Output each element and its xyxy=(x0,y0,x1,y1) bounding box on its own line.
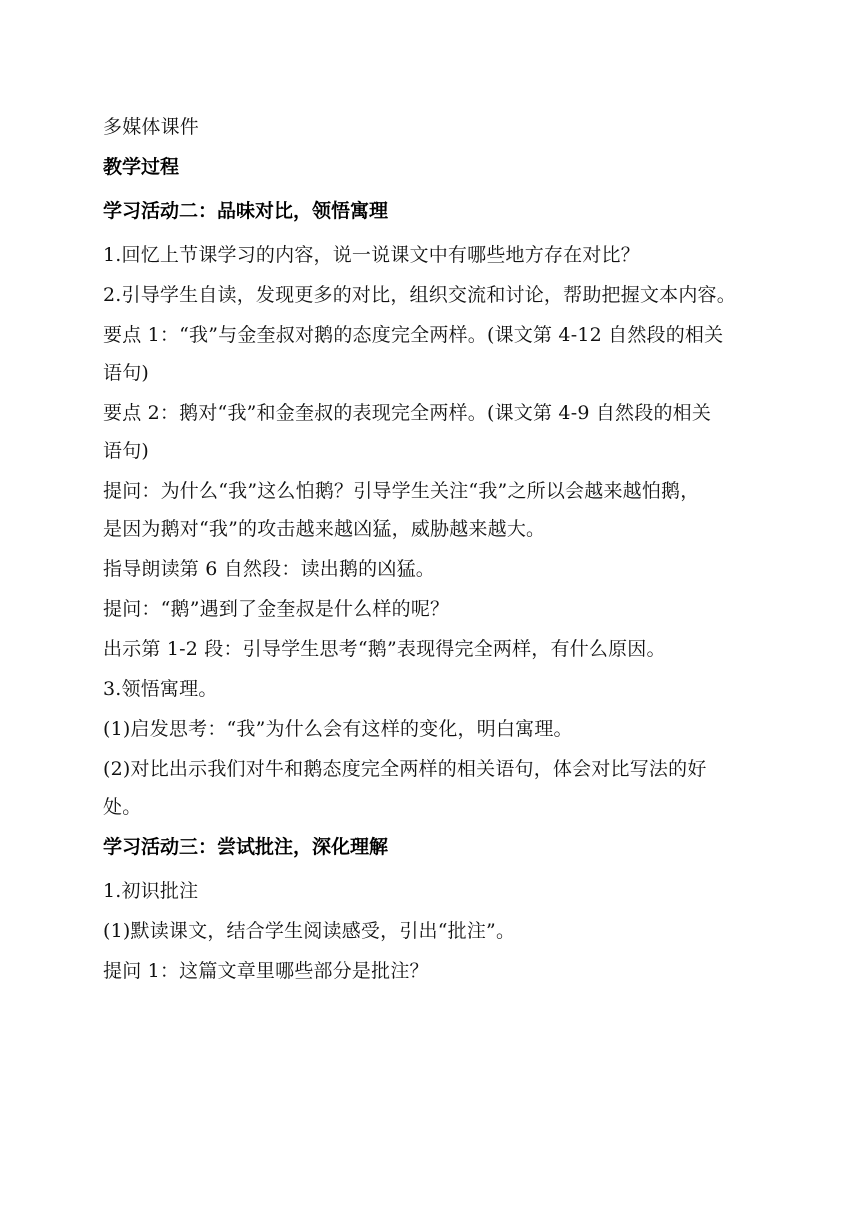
text-line: 处。 xyxy=(103,796,142,818)
document-body xyxy=(103,110,770,994)
text-line: (1)默读课文，结合学生阅读感受，引出“批注”。 xyxy=(103,920,516,942)
text-line: 语句) xyxy=(103,440,150,462)
text-line: 提问：为什么“我”这么怕鹅？引导学生关注“我”之所以会越来越怕鹅， xyxy=(103,480,700,502)
section-heading: 学习活动三：尝试批注，深化理解 xyxy=(103,836,389,858)
text-line: 3.领悟寓理。 xyxy=(103,678,218,700)
text-line: 2.引导学生自读，发现更多的对比，组织交流和讨论，帮助把握文本内容。 xyxy=(103,284,736,306)
text-line: 语句) xyxy=(103,362,150,384)
text-line: (1)启发思考：“我”为什么会有这样的变化，明白寓理。 xyxy=(103,718,573,740)
text-line: (2)对比出示我们对牛和鹅态度完全两样的相关语句，体会对比写法的好 xyxy=(103,758,707,780)
text-line: 多媒体课件 xyxy=(103,116,200,138)
text-line: 要点 2：鹅对“我”和金奎叔的表现完全两样。(课文第 4-9 自然段的相关 xyxy=(103,402,712,424)
section-heading: 教学过程 xyxy=(103,156,180,178)
text-line: 1.回忆上节课学习的内容，说一说课文中有哪些地方存在对比？ xyxy=(103,244,640,266)
text-line: 提问 1：这篇文章里哪些部分是批注？ xyxy=(103,960,429,982)
text-line: 出示第 1-2 段：引导学生思考“鹅”表现得完全两样，有什么原因。 xyxy=(103,638,666,660)
text-line: 要点 1：“我”与金奎叔对鹅的态度完全两样。(课文第 4-12 自然段的相关 xyxy=(103,324,724,346)
text-line: 1.初识批注 xyxy=(103,880,199,902)
text-line: 指导朗读第 6 自然段：读出鹅的凶猛。 xyxy=(103,558,435,580)
text-line: 是因为鹅对“我”的攻击越来越凶猛，威胁越来越大。 xyxy=(103,518,546,540)
text-line: 提问：“鹅”遇到了金奎叔是什么样的呢？ xyxy=(103,598,450,620)
section-heading: 学习活动二：品味对比，领悟寓理 xyxy=(103,200,389,222)
